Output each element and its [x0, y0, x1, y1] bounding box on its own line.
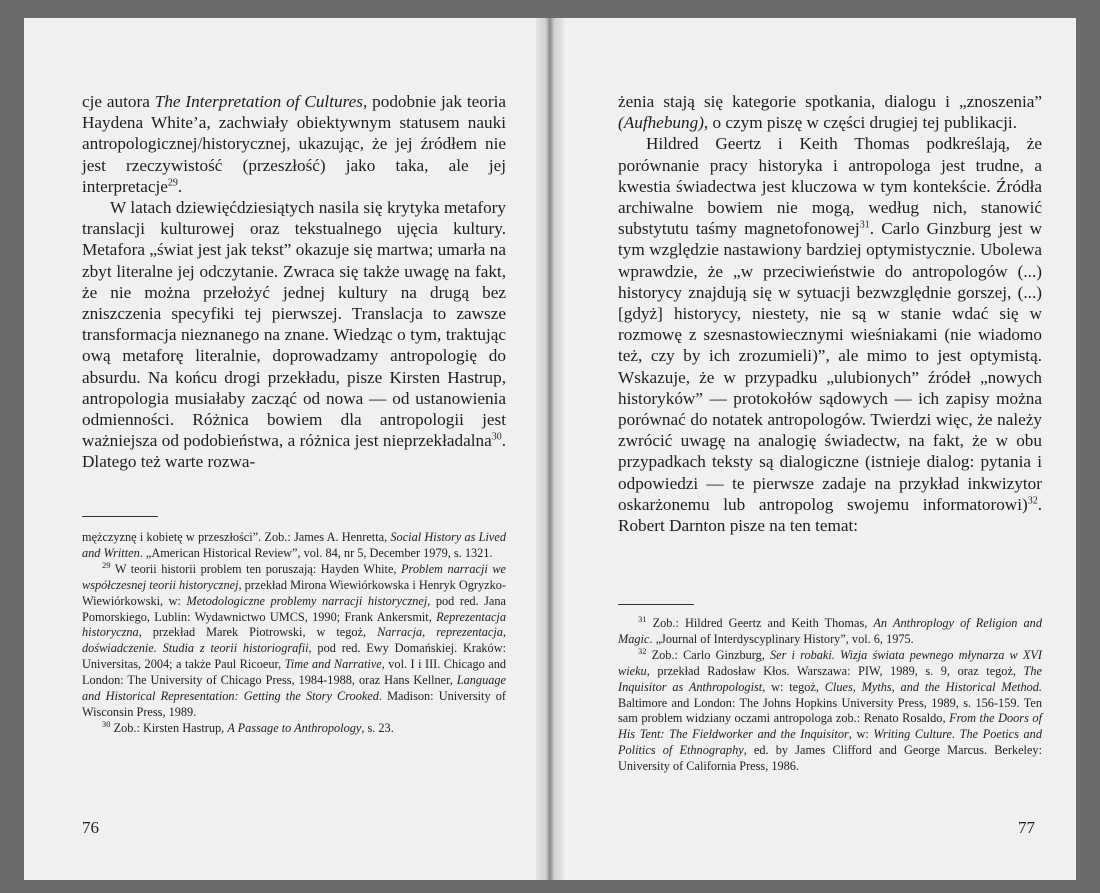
right-paragraph-1: [618, 91, 1042, 133]
text-run: podobnie jak teoria Haydena White’a, zachwiały obiektywnym statusem nauki antropologicznej/historycznej, ukazując, że jej źródłem nie jest rzeczywistość (przeszłość) jako taka, ale jej interpretacje: [82, 92, 507, 196]
cited-title: An Anthroplogy of Religion and Magic: [618, 616, 1042, 646]
text-run: Hildred Geertz i Keith Thomas podkreślają, że porównanie pracy historyka i antropologa jest trudne, a kwestia świadectwa jest kluczowa w tym kontekście. Źródła archiwalne bowiem nie mogą, według nich, stanowić substytutu taśmy magnetofonowej: [618, 134, 1042, 239]
cited-title: Reprezentacja historyczna: [82, 609, 506, 640]
footnote-number: 29: [102, 559, 111, 570]
text-run: Zob.: Kirsten Hastrup,: [110, 720, 228, 735]
foreign-term: (Aufhebung): [618, 113, 704, 133]
footnote-ref: 32: [1027, 495, 1038, 507]
text-run: . Madison: University of Wisconsin Press, 1989.: [82, 689, 506, 719]
text-run: , przekład Marek Piotrowski, w tegoż,: [138, 625, 378, 640]
text-run: Zob.: Carlo Ginzburg,: [646, 647, 771, 662]
cited-title: Language and Historical Representation: Getting the Story Crooked: [82, 673, 506, 704]
cited-title: Clues, Myths, and the Historical Method.: [824, 679, 1042, 694]
text-run: mężczyznę i kobietę w przeszłości”. Zob.: James A. Henretta,: [82, 530, 391, 544]
footnote-ref: 31: [859, 219, 870, 231]
text-run: , s. 23.: [361, 720, 394, 735]
text-run: .: [177, 176, 183, 196]
book-title: The Interpretation of Cultures,: [154, 92, 368, 111]
text-run: , pod red. Ewy Domańskiej. Kraków: Universitas, 2004; a także Paul Ricoeur,: [82, 641, 506, 672]
text-run: . Carlo Ginzburg jest w tym względzie nastawiony bardziej optymistycznie. Ubolewa wprawdzie, że „w przeciwieństwie do antropologów (...) historycy znajdują się w sytuacji bezwzględnie gorszej, (...) [gdyż] historycy, niestety, nie są w stanie wdać się w rozmowę z szesnastowiecznymi wieśniakami (nie wiadomo też, czy by ich zrozumieli)”, ale mimo to jest optymistą. Wskazuje, że w przypadku „ulubionych” źródeł „nowych historyków” — protokołów sądowych — ich zapisy można porównać do notatek antropologów. Twierdzi więc, że należy zwrócić uwagę na analogię świadectw, na fakt, że w obu przypadkach teksty są dialogiczne (istnieje dialog: pytania i odpowiedzi — te pierwsze zadaje na przykład inkwizytor oskarżonemu lub antropolog swojemu informatorowi): [618, 219, 1042, 514]
footnote-31: [618, 613, 1042, 648]
text-run: . Dlatego też warte rozwa-: [82, 431, 506, 472]
text-run: , w: tegoż,: [762, 679, 825, 694]
text-run: żenia stają się kategorie spotkania, dialogu i „znoszenia”: [618, 92, 1042, 111]
cited-title: Ser i robaki. Wizja świata pewnego młynarza w XVI wieku: [618, 647, 1042, 678]
text-run: , o czym piszę w części drugiej tej publikacji.: [703, 113, 1018, 133]
cited-title: Social History as Lived and Written: [82, 530, 506, 560]
text-run: , przekład Mirona Wiewiórkowska i Henryk Ogryzko-Wiewiórkowski, w:: [82, 577, 506, 608]
footnote-ref: 30: [491, 431, 502, 443]
footnote-rule: [82, 516, 158, 517]
text-run: Baltimore and London: The Johns Hopkins University Press, 1989, s. 156-159. Ten sam problem widziany oczami antropologa zob.: Renato Rosaldo,: [618, 695, 1042, 726]
footnote-32: [618, 645, 1042, 775]
cited-title: Metodologiczne problemy narracji historycznej: [186, 593, 428, 608]
right-paragraph-2: [618, 133, 1042, 536]
left-paragraph-2: [82, 197, 506, 473]
cited-title: From the Doors of His Tent: The Fieldworker and the Inquisitor: [618, 711, 1042, 742]
left-paragraph-1: [82, 91, 506, 197]
text-run: Zob.: Hildred Geertz and Keith Thomas,: [646, 616, 874, 630]
cited-title: A Passage to Anthropology: [227, 720, 362, 735]
footnote-number: 31: [638, 613, 647, 624]
cited-title: Writing Culture. The Poetics and Politics of Ethnography: [618, 727, 1042, 758]
text-run: . „Journal of Interdyscyplinary History”, vol. 6, 1975.: [649, 631, 914, 646]
text-run: . „American Historical Review”, vol. 84, nr 5, December 1979, s. 1321.: [139, 545, 493, 560]
book-spread: [24, 18, 1076, 880]
text-run: W latach dziewięćdziesiątych nasila się krytyka metafory translacji kulturowej oraz tekstualnego ujęcia kultury. Metafora „świat jest jak tekst” okazuje się martwa; umarła na zbyt literalne jej odczytanie. Zwraca się także uwagę na fakt, że nie można przełożyć jednej kultury na drugą bez zniszczenia specyfiki tej pierwszej. Translacja to zawsze transformacja nieznanego na znane. Wiedząc o tym, traktując ową metaforę literalnie, doprowadzamy antropologię do absurdu. Na końcu drogi przekładu, pisze Kirsten Hastrup, antropologia musiałaby zacząć od nowa — od ustanowienia odmienności. Różnica bowiem dla antropologii jest ważniejsza od podobieństwa, a różnica jest nieprzekładalna: [82, 198, 506, 451]
cited-title: Problem narracji we współczesnej teorii historycznej: [82, 561, 506, 592]
text-run: . Robert Darnton pisze na ten temat:: [618, 494, 1042, 536]
footnote-ref: 29: [167, 177, 178, 189]
book-gutter: [536, 18, 564, 880]
text-run: , w:: [848, 727, 874, 742]
page-number-left: 76: [82, 818, 99, 837]
text-run: , ed. by James Clifford and George Marcus. Berkeley: University of California Press, 1986.: [618, 743, 1042, 774]
cited-title: Narracja, reprezentacja, doświadczenie. Studia z teorii historiografii: [82, 625, 506, 656]
text-run: W teorii historii problem ten poruszają: Hayden White,: [110, 561, 402, 576]
footnote-continued: [82, 530, 506, 562]
right-body-text: [618, 91, 1042, 536]
left-page: [24, 18, 544, 880]
text-run: , pod red. Jana Pomorskiego, Lublin: Wydawnictwo UMCS, 1990; Frank Ankersmit,: [82, 593, 506, 624]
text-run: cje autora: [82, 92, 155, 111]
cited-title: The Inquisitor as Anthropologist: [618, 663, 1042, 694]
left-body-text: [82, 91, 506, 473]
footnote-29: [82, 559, 506, 721]
left-footnotes: [82, 530, 506, 737]
footnote-number: 30: [102, 718, 111, 729]
text-run: , przekład Radosław Kłos. Warszawa: PIW, 1989, s. 9, oraz tegoż,: [646, 663, 1024, 678]
right-footnotes: [618, 613, 1042, 775]
footnote-number: 32: [638, 645, 647, 656]
text-run: , vol. I i III. Chicago and London: The University of Chicago Press, 1984-1988, oraz Hans Kellner,: [82, 657, 506, 688]
footnote-30: [82, 718, 506, 737]
cited-title: Time and Narrative: [284, 657, 382, 672]
footnote-rule: [618, 604, 694, 605]
page-number-right: 77: [1018, 818, 1035, 837]
right-page: [556, 18, 1076, 880]
